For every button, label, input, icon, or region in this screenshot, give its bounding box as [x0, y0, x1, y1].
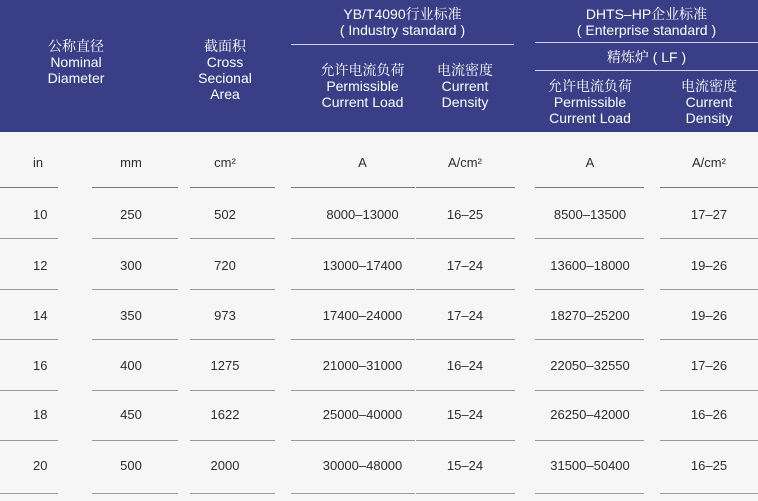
row-divider [535, 339, 644, 340]
row-divider [190, 440, 275, 441]
cell-diameter-mm: 500 [120, 458, 142, 473]
row-divider [535, 289, 644, 290]
row-divider [0, 187, 58, 188]
units-row [0, 153, 758, 173]
cell-industry-density: 17–24 [446, 308, 484, 323]
industry-load-zh: 允许电流负荷 [320, 62, 405, 78]
industry-load-en2: Current Load [321, 94, 404, 110]
cell-enterprise-load: 8500–13500 [553, 207, 627, 222]
row-divider [535, 440, 644, 441]
enterprise-density-zh: 电流密度 [681, 78, 737, 94]
row-divider [416, 238, 515, 239]
cell-enterprise-density: 16–26 [690, 407, 728, 422]
row-divider [416, 390, 515, 391]
row-divider [0, 238, 58, 239]
cell-industry-load: 25000–40000 [322, 407, 403, 422]
enterprise-standard-title [535, 6, 758, 38]
table-row [0, 405, 758, 425]
row-divider [92, 390, 178, 391]
table-row [0, 205, 758, 225]
cell-industry-load: 17400–24000 [322, 308, 403, 323]
table-row [0, 356, 758, 376]
row-divider [291, 493, 415, 494]
row-divider [0, 390, 58, 391]
row-divider [535, 238, 644, 239]
industry-title-text: YB/T4090行业标准 [343, 6, 462, 22]
row-divider [190, 390, 275, 391]
unit-area: cm² [214, 155, 236, 170]
row-divider [92, 238, 178, 239]
unit-diameter-mm: mm [120, 155, 142, 170]
cross-section-en1: Cross [206, 54, 244, 70]
row-divider [190, 238, 275, 239]
enterprise-subtitle-text: ( Enterprise standard ) [576, 22, 717, 38]
row-divider [660, 493, 758, 494]
row-divider [660, 187, 758, 188]
table-header [0, 0, 758, 132]
row-divider [291, 187, 415, 188]
cell-area: 720 [214, 258, 236, 273]
industry-density-header [416, 62, 514, 110]
industry-load-en1: Permissible [326, 78, 399, 94]
row-divider [291, 390, 415, 391]
row-divider [416, 289, 515, 290]
row-divider [535, 187, 644, 188]
row-divider [190, 289, 275, 290]
row-divider [660, 238, 758, 239]
enterprise-load-header [535, 78, 645, 126]
cell-industry-load: 8000–13000 [326, 207, 399, 222]
cross-section-en3: Area [210, 86, 240, 102]
cell-diameter-in: 12 [33, 258, 48, 273]
unit-enterprise-load: A [585, 155, 595, 170]
row-divider [416, 187, 515, 188]
row-divider [92, 339, 178, 340]
nominal-diameter-en1: Nominal [50, 54, 102, 70]
cell-diameter-mm: 250 [120, 207, 142, 222]
row-divider [416, 440, 515, 441]
row-divider [92, 493, 178, 494]
industry-load-header [291, 62, 434, 110]
row-divider [535, 493, 644, 494]
row-divider [92, 440, 178, 441]
row-divider [291, 440, 415, 441]
row-divider [190, 187, 275, 188]
cell-diameter-in: 16 [33, 358, 48, 373]
cross-section-en2: Secional [198, 70, 252, 86]
row-divider [291, 289, 415, 290]
row-divider [660, 339, 758, 340]
cell-diameter-mm: 400 [120, 358, 142, 373]
cell-enterprise-load: 13600–18000 [550, 258, 630, 273]
row-divider [416, 339, 515, 340]
cell-area: 2000 [210, 458, 240, 473]
row-divider [660, 390, 758, 391]
cell-diameter-mm: 300 [120, 258, 142, 273]
industry-divider [291, 44, 514, 45]
cell-industry-density: 15–24 [446, 407, 484, 422]
cell-enterprise-density: 17–26 [690, 358, 728, 373]
cell-enterprise-density: 19–26 [690, 258, 728, 273]
unit-enterprise-density: A/cm² [692, 155, 726, 170]
row-divider [660, 440, 758, 441]
enterprise-load-en1: Permissible [553, 94, 627, 110]
enterprise-divider-bottom [535, 70, 758, 71]
enterprise-density-header [660, 78, 758, 126]
cell-industry-load: 30000–48000 [322, 458, 403, 473]
enterprise-load-zh: 允许电流负荷 [548, 78, 632, 94]
nominal-diameter-en2: Diameter [47, 70, 105, 86]
cell-enterprise-load: 18270–25200 [550, 308, 630, 323]
industry-density-zh: 电流密度 [437, 62, 493, 78]
cell-enterprise-load: 31500–50400 [550, 458, 630, 473]
cell-area: 502 [214, 207, 236, 222]
cell-industry-density: 15–24 [446, 458, 484, 473]
cell-diameter-in: 20 [33, 458, 48, 473]
row-divider [190, 493, 275, 494]
row-divider [0, 289, 58, 290]
enterprise-title-text: DHTS–HP企业标准 [585, 6, 708, 22]
furnace-label [535, 49, 758, 65]
cell-enterprise-density: 16–25 [690, 458, 728, 473]
row-divider [92, 289, 178, 290]
cross-section-header [180, 38, 270, 102]
furnace-label-text: 精炼炉 ( LF ) [606, 49, 687, 65]
nominal-diameter-header [33, 38, 119, 86]
row-divider [291, 339, 415, 340]
nominal-diameter-zh: 公称直径 [48, 38, 104, 54]
industry-standard-title [291, 6, 514, 38]
enterprise-divider-top [535, 42, 758, 43]
industry-density-en1: Current [441, 78, 489, 94]
cell-diameter-in: 14 [33, 308, 48, 323]
industry-density-en2: Density [441, 94, 489, 110]
cell-diameter-mm: 350 [120, 308, 142, 323]
cell-diameter-in: 18 [33, 407, 48, 422]
table-row [0, 306, 758, 326]
table-row [0, 256, 758, 276]
row-divider [0, 493, 58, 494]
cell-enterprise-density: 19–26 [690, 308, 728, 323]
enterprise-load-en2: Current Load [549, 110, 631, 126]
table-row [0, 456, 758, 476]
cell-industry-load: 13000–17400 [322, 258, 403, 273]
cell-diameter-in: 10 [33, 207, 48, 222]
row-divider [416, 493, 515, 494]
cell-industry-load: 21000–31000 [322, 358, 403, 373]
row-divider [190, 339, 275, 340]
cell-industry-density: 17–24 [446, 258, 484, 273]
cell-industry-density: 16–25 [446, 207, 484, 222]
row-divider [0, 440, 58, 441]
unit-industry-load: A [358, 155, 367, 170]
cell-enterprise-load: 26250–42000 [550, 407, 630, 422]
cell-diameter-mm: 450 [120, 407, 142, 422]
enterprise-density-en2: Density [685, 110, 733, 126]
row-divider [0, 339, 58, 340]
cell-area: 973 [214, 308, 236, 323]
industry-subtitle-text: ( Industry standard ) [339, 22, 466, 38]
cell-industry-density: 16–24 [446, 358, 484, 373]
unit-diameter-in: in [33, 155, 44, 170]
enterprise-density-en1: Current [685, 94, 733, 110]
row-divider [291, 238, 415, 239]
cross-section-zh: 截面积 [204, 38, 246, 54]
row-divider [535, 390, 644, 391]
cell-area: 1622 [210, 407, 240, 422]
row-divider [660, 289, 758, 290]
unit-industry-density: A/cm² [448, 155, 482, 170]
cell-enterprise-load: 22050–32550 [550, 358, 630, 373]
row-divider [92, 187, 178, 188]
cell-enterprise-density: 17–27 [690, 207, 728, 222]
cell-area: 1275 [210, 358, 240, 373]
